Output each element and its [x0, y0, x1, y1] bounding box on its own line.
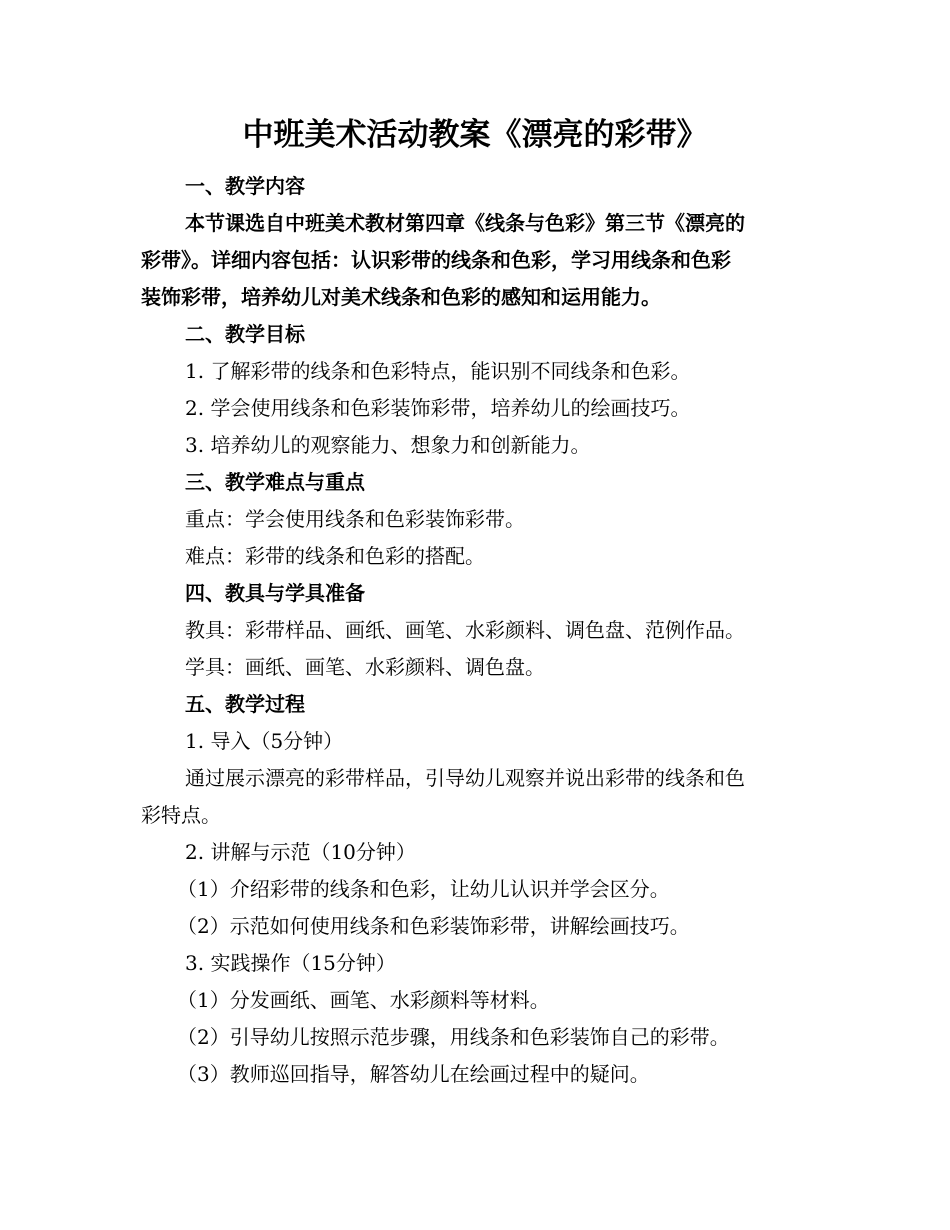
content-paragraph-line: 本节课选自中班美术教材第四章《线条与色彩》第三节《漂亮的 — [185, 211, 745, 235]
step-sub-item: （1）分发画纸、画笔、水彩颜料等材料。 — [177, 988, 550, 1012]
key-point-text: 重点：学会使用线条和色彩装饰彩带。 — [185, 507, 525, 531]
objective-item: 3. 培养幼儿的观察能力、想象力和创新能力。 — [185, 433, 591, 457]
content-paragraph-line: 装饰彩带，培养幼儿对美术线条和色彩的感知和运用能力。 — [141, 285, 661, 309]
student-tools-text: 学具：画纸、画笔、水彩颜料、调色盘。 — [185, 655, 545, 679]
teacher-tools-text: 教具：彩带样品、画纸、画笔、水彩颜料、调色盘、范例作品。 — [185, 618, 745, 642]
document-title: 中班美术活动教案《漂亮的彩带》 — [242, 117, 708, 153]
document-body — [141, 168, 809, 1093]
objective-item: 1. 了解彩带的线条和色彩特点，能识别不同线条和色彩。 — [185, 359, 691, 383]
step-paragraph-line: 彩特点。 — [141, 803, 221, 827]
step-sub-item: （2）示范如何使用线条和色彩装饰彩带，讲解绘画技巧。 — [177, 914, 690, 938]
step-paragraph-line: 通过展示漂亮的彩带样品，引导幼儿观察并说出彩带的线条和色 — [185, 766, 745, 790]
section-heading-content: 一、教学内容 — [185, 174, 305, 198]
difficulty-text: 难点：彩带的线条和色彩的搭配。 — [185, 544, 485, 568]
step-title: 2. 讲解与示范（10分钟） — [185, 840, 416, 864]
section-heading-materials: 四、教具与学具准备 — [185, 581, 365, 605]
section-heading-objectives: 二、教学目标 — [185, 322, 305, 346]
section-heading-process: 五、教学过程 — [185, 692, 305, 716]
section-heading-key-points: 三、教学难点与重点 — [185, 470, 365, 494]
content-paragraph-line: 彩带》。详细内容包括：认识彩带的线条和色彩，学习用线条和色彩 — [141, 248, 731, 272]
step-title: 1. 导入（5分钟） — [185, 729, 344, 753]
step-sub-item: （2）引导幼儿按照示范步骤，用线条和色彩装饰自己的彩带。 — [177, 1025, 730, 1049]
step-sub-item: （1）介绍彩带的线条和色彩，让幼儿认识并学会区分。 — [177, 877, 670, 901]
step-sub-item: （3）教师巡回指导，解答幼儿在绘画过程中的疑问。 — [177, 1062, 650, 1086]
objective-item: 2. 学会使用线条和色彩装饰彩带，培养幼儿的绘画技巧。 — [185, 396, 691, 420]
step-title: 3. 实践操作（15分钟） — [185, 951, 396, 975]
